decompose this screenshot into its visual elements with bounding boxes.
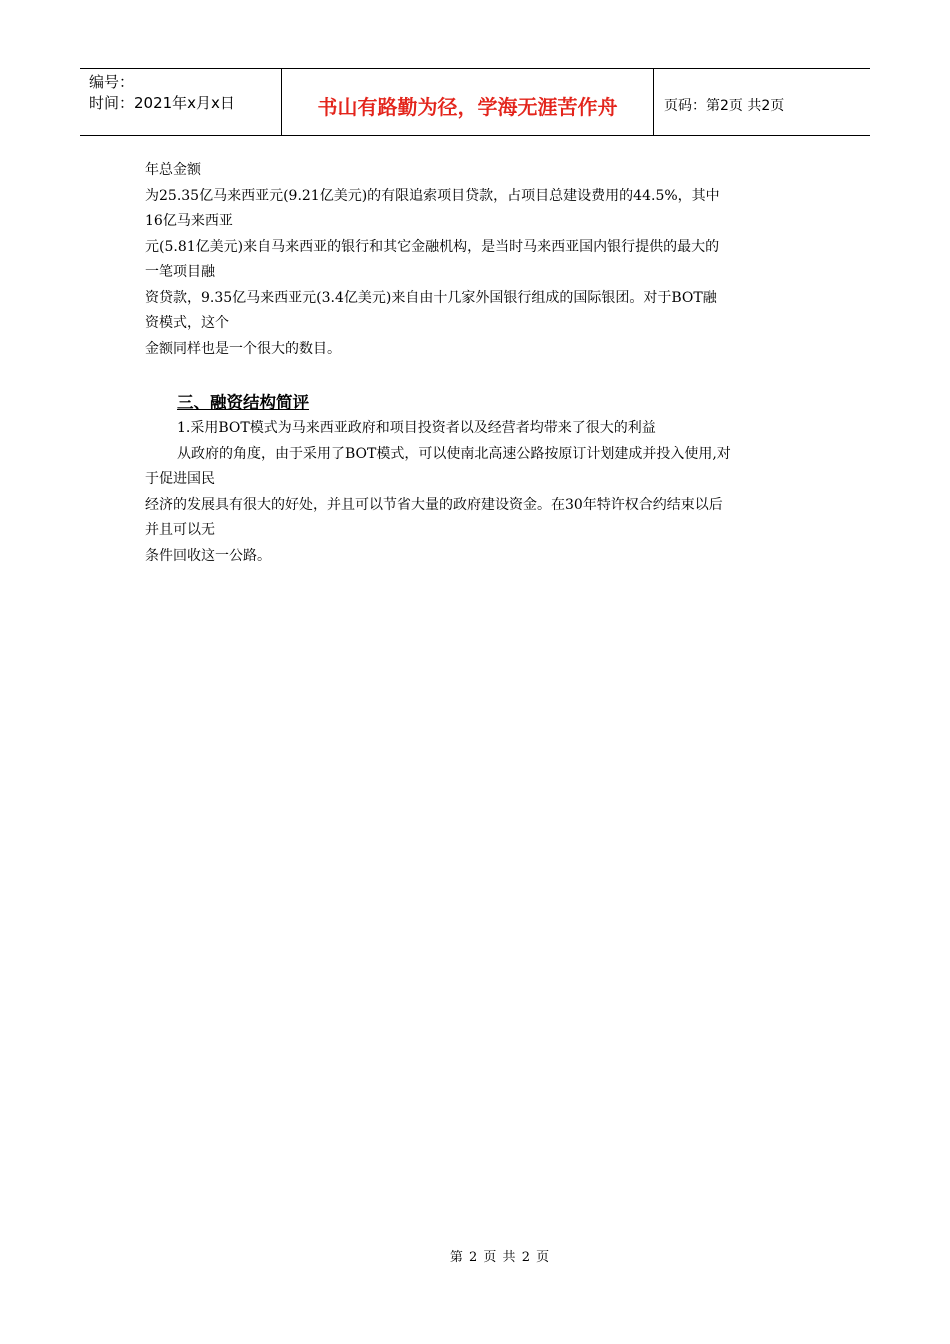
- body-line: 资模式，这个: [145, 315, 229, 331]
- body-line: 条件回收这一公路。: [145, 547, 271, 564]
- body-line: 金额同样也是一个很大的数目。: [145, 340, 341, 357]
- doc-time-label: 时间：2021年x月x日: [89, 94, 235, 112]
- body-line: 并且可以无: [145, 522, 215, 538]
- footer-page-number: 第 2 页 共 2 页: [449, 1250, 551, 1265]
- document-body: [145, 158, 810, 569]
- doc-number-label: 编号：: [89, 73, 135, 91]
- body-line: 资贷款，9.35亿马来西亚元(3.4亿美元)来自由十几家外国银行组成的国际银团。对于BOT融: [145, 289, 717, 306]
- page-footer: [0, 1246, 950, 1265]
- body-line: 于促进国民: [145, 471, 215, 487]
- subheading: 1.采用BOT模式为马来西亚政府和项目投资者以及经营者均带来了很大的利益: [177, 420, 656, 436]
- header-page-info: 页码：第2页 共2页: [664, 98, 785, 114]
- section-title: 三、融资结构简评: [177, 393, 309, 412]
- body-line: 16亿马来西亚: [145, 213, 233, 229]
- header-table: [80, 68, 870, 136]
- paragraph-gap: [145, 362, 810, 388]
- body-line: 经济的发展具有很大的好处，并且可以节省大量的政府建设资金。在30年特许权合约结束以后: [145, 496, 723, 513]
- body-line: 一笔项目融: [145, 264, 215, 280]
- header-meta: [80, 69, 281, 135]
- header-motto: 书山有路勤为径，学海无涯苦作舟: [281, 69, 654, 135]
- body-line: 从政府的角度，由于采用了BOT模式，可以使南北高速公路按原订计划建成并投入使用,对: [177, 445, 731, 462]
- body-line: 年总金额: [145, 162, 201, 178]
- body-line: 为25.35亿马来西亚元(9.21亿美元)的有限追索项目贷款，占项目总建设费用的44.5%，其中: [145, 187, 720, 204]
- body-line: 元(5.81亿美元)来自马来西亚的银行和其它金融机构，是当时马来西亚国内银行提供的最大的: [145, 238, 720, 255]
